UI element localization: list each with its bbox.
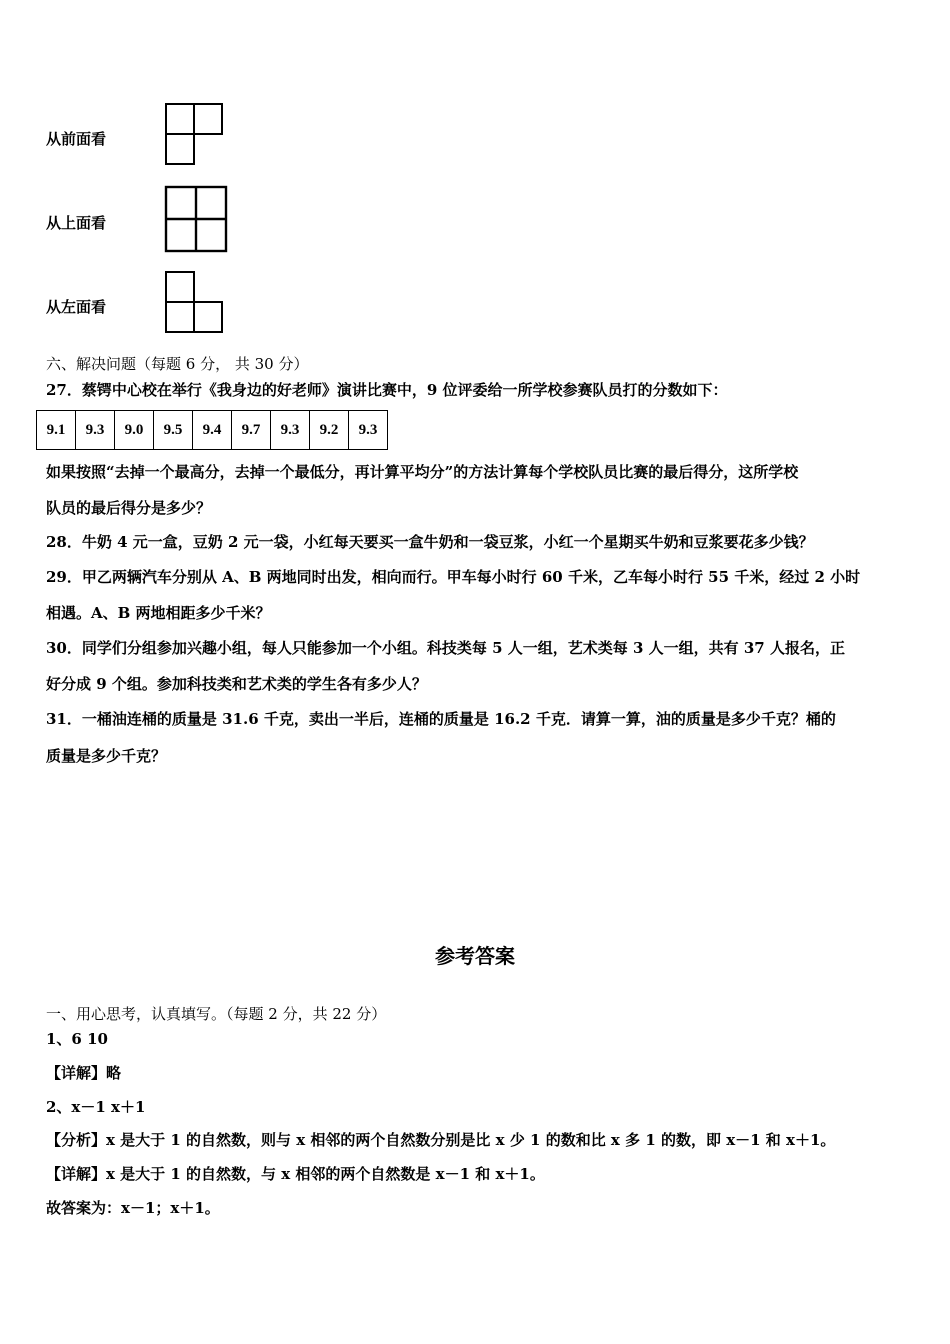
answer-2-analysis: 【分析】x 是大于 1 的自然数，则与 x 相邻的两个自然数分别是比 x 少 1 的数和比 x 多 1 的数，即 x－1 和 x＋1。	[46, 1131, 836, 1149]
view-label-top: 从上面看	[46, 214, 107, 232]
left-view-figure-icon	[162, 268, 228, 338]
question-28: 28．牛奶 4 元一盒，豆奶 2 元一袋，小红每天要买一盒牛奶和一袋豆浆，小红一个星期买牛奶和豆浆要花多少钱？	[46, 533, 814, 551]
score-cell: 9.7	[232, 411, 271, 450]
question-30-line-2: 好分成 9 个组。参加科技类和艺术类的学生各有多少人？	[46, 675, 427, 693]
question-29-line-1: 29．甲乙两辆汽车分别从 A、B 两地同时出发，相向而行。甲车每小时行 60 千米，乙车每小时行 55 千米，经过 2 小时	[46, 568, 861, 586]
answers-section-one-heading: 一、用心思考，认真填写。（每题 2 分，共 22 分）	[46, 1005, 387, 1023]
answer-1-detail: 【详解】略	[46, 1064, 122, 1082]
answer-2-detail: 【详解】x 是大于 1 的自然数，与 x 相邻的两个自然数是 x－1 和 x＋1。	[46, 1165, 545, 1183]
table-row	[37, 411, 388, 450]
question-31-line-2: 质量是多少千克？	[46, 747, 167, 765]
score-cell: 9.2	[310, 411, 349, 450]
front-view-figure-icon	[162, 100, 226, 168]
score-cell: 9.0	[115, 411, 154, 450]
question-27-line-3: 队员的最后得分是多少？	[46, 499, 212, 517]
question-31-line-1: 31．一桶油连桶的质量是 31.6 千克，卖出一半后，连桶的质量是 16.2 千克．请算一算，油的质量是多少千克？桶的	[46, 710, 836, 728]
score-cell: 9.3	[76, 411, 115, 450]
top-view-figure-icon	[162, 184, 230, 254]
score-cell: 9.3	[349, 411, 388, 450]
score-cell: 9.3	[271, 411, 310, 450]
section-six-heading: 六、解决问题（每题 6 分， 共 30 分）	[46, 355, 309, 373]
view-label-left: 从左面看	[46, 298, 107, 316]
score-table	[36, 410, 388, 450]
view-label-front: 从前面看	[46, 130, 107, 148]
score-cell: 9.5	[154, 411, 193, 450]
score-cell: 9.4	[193, 411, 232, 450]
answer-2: 2、x－1 x＋1	[46, 1098, 146, 1116]
question-30-line-1: 30．同学们分组参加兴趣小组，每人只能参加一个小组。科技类每 5 人一组，艺术类每 3 人一组，共有 37 人报名，正	[46, 639, 845, 657]
question-27: 27．蔡锷中心校在举行《我身边的好老师》演讲比赛中，9 位评委给一所学校参赛队员打的分数如下：	[46, 381, 728, 399]
question-29-line-2: 相遇。A、B 两地相距多少千米？	[46, 604, 271, 622]
score-cell: 9.1	[37, 411, 76, 450]
answer-key-title: 参考答案	[435, 944, 515, 968]
answer-2-final: 故答案为：x－1；x＋1。	[46, 1199, 220, 1217]
question-27-line-2: 如果按照“去掉一个最高分，去掉一个最低分，再计算平均分”的方法计算每个学校队员比赛的最后得分，这所学校	[46, 463, 799, 481]
answer-1: 1、6 10	[46, 1030, 108, 1048]
